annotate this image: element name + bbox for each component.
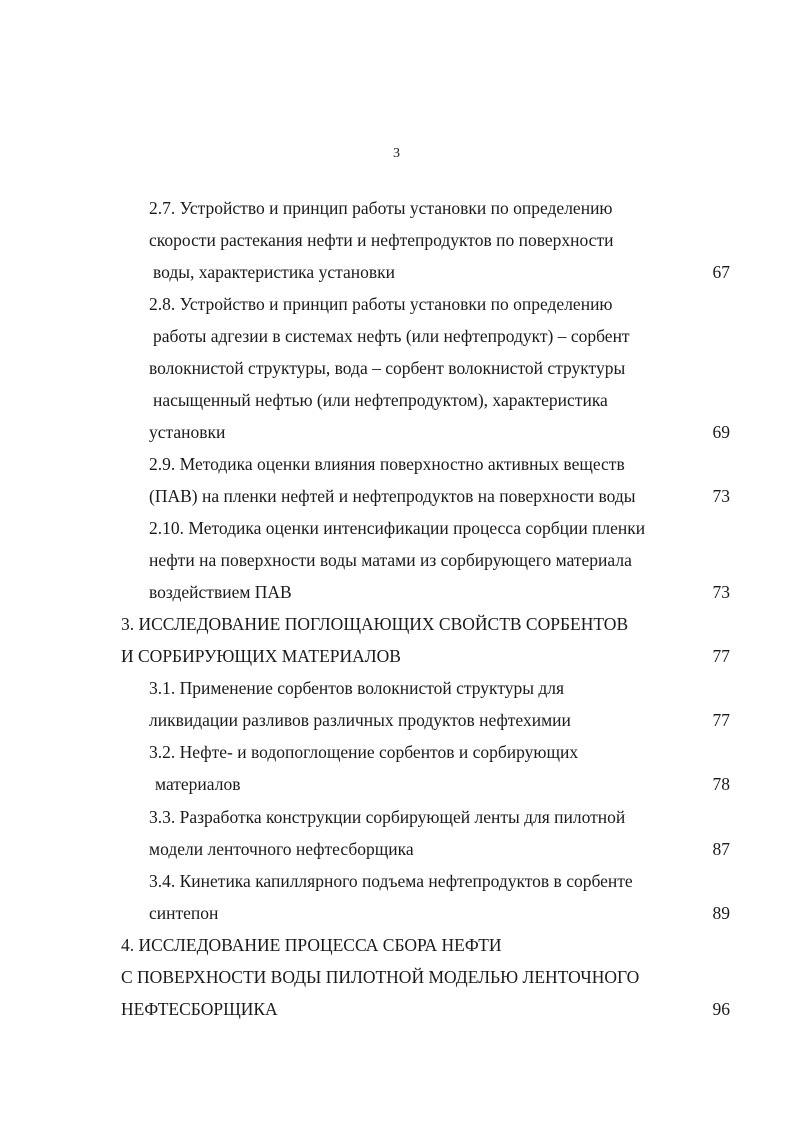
toc-line: (ПАВ) на пленки нефтей и нефтепродуктов на поверхности воды: [149, 486, 636, 506]
toc-line: С ПОВЕРХНОСТИ ВОДЫ ПИЛОТНОЙ МОДЕЛЬЮ ЛЕНТОЧНОГО: [121, 967, 640, 987]
toc-page-number: 77: [712, 646, 730, 666]
toc-line: И СОРБИРУЮЩИХ МАТЕРИАЛОВ: [121, 646, 401, 666]
toc-line: 4. ИССЛЕДОВАНИЕ ПРОЦЕССА СБОРА НЕФТИ: [121, 935, 502, 955]
toc-line: 2.8. Устройство и принцип работы установки по определению: [149, 294, 613, 314]
toc-page-number: 96: [712, 999, 730, 1019]
toc-line: скорости растекания нефти и нефтепродуктов по поверхности: [149, 230, 614, 250]
toc-line: нефти на поверхности воды матами из сорбирующего материала: [149, 550, 632, 570]
toc-page-number: 67: [712, 262, 730, 282]
toc-line: НЕФТЕСБОРЩИКА: [121, 999, 278, 1019]
toc-line: 3.2. Нефте- и водопоглощение сорбентов и сорбирующих: [149, 742, 579, 762]
toc-page-number: 69: [712, 422, 730, 442]
toc-page-number: 73: [712, 582, 730, 602]
page-number: 3: [393, 146, 400, 161]
toc-line: установки: [149, 422, 226, 442]
toc-line: волокнистой структуры, вода – сорбент волокнистой структуры: [149, 358, 626, 378]
toc-page-number: 89: [712, 903, 730, 923]
toc-line: работы адгезии в системах нефть (или нефтепродукт) – сорбент: [153, 326, 630, 346]
toc-line: воздействием ПАВ: [149, 582, 292, 602]
toc-page-number: 78: [712, 774, 730, 794]
toc-line: ликвидации разливов различных продуктов нефтехимии: [149, 710, 571, 730]
toc-line: 2.10. Методика оценки интенсификации процесса сорбции пленки: [149, 518, 646, 538]
toc-line: воды, характеристика установки: [153, 262, 395, 282]
toc-line: насыщенный нефтью (или нефтепродуктом), характеристика: [153, 390, 608, 410]
toc-page-number: 87: [712, 839, 730, 859]
toc-line: 3.3. Разработка конструкции сорбирующей ленты для пилотной: [149, 807, 626, 827]
toc-page-number: 73: [712, 486, 730, 506]
toc-line: синтепон: [149, 903, 219, 923]
toc-page-number: 77: [712, 710, 730, 730]
toc-line: модели ленточного нефтесборщика: [149, 839, 414, 859]
toc-line: 3.1. Применение сорбентов волокнистой структуры для: [149, 678, 565, 698]
toc-line: 2.9. Методика оценки влияния поверхностно активных веществ: [149, 454, 625, 474]
toc-line: материалов: [155, 774, 241, 794]
toc-line: 3. ИССЛЕДОВАНИЕ ПОГЛОЩАЮЩИХ СВОЙСТВ СОРБЕНТОВ: [121, 614, 629, 634]
toc-line: 2.7. Устройство и принцип работы установки по определению: [149, 198, 613, 218]
toc-line: 3.4. Кинетика капиллярного подъема нефтепродуктов в сорбенте: [149, 871, 633, 891]
